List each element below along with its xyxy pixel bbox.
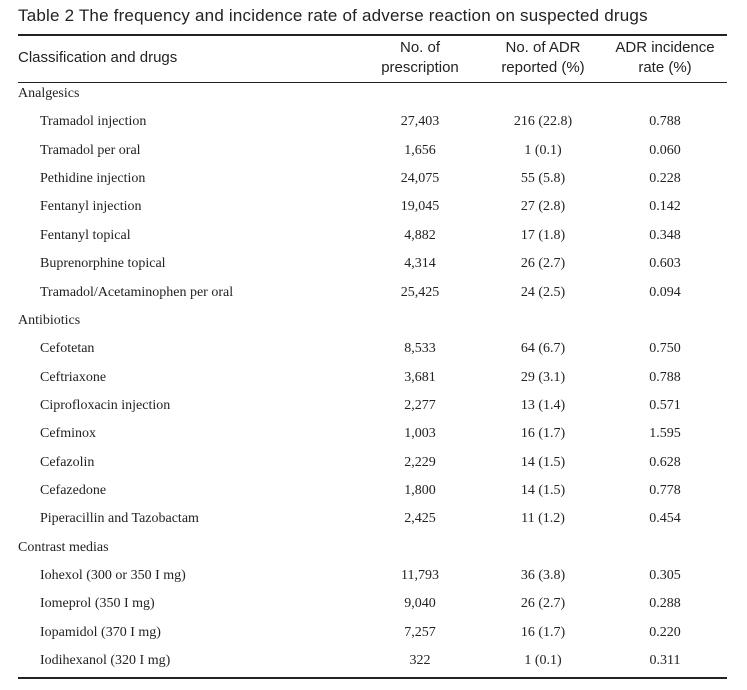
drug-name: Ceftriaxone: [40, 369, 107, 385]
prescription-count: 4,314: [404, 256, 436, 272]
header-adr-line2: reported (%): [501, 59, 585, 76]
prescription-count: 25,425: [400, 284, 440, 300]
prescription-count: 27,403: [400, 114, 440, 130]
prescription-count: 2,277: [404, 397, 436, 413]
table-caption: Table 2 The frequency and incidence rate of adverse reaction on suspected drugs: [18, 6, 648, 25]
adr-count: 1 (0.1): [524, 142, 562, 158]
drug-name: Fentanyl topical: [40, 227, 131, 243]
header-classification: Classification and drugs: [18, 49, 178, 66]
adr-rate: 0.778: [649, 482, 681, 498]
drug-name: Fentanyl injection: [40, 199, 142, 215]
adr-rate: 0.788: [649, 114, 681, 130]
adr-count: 1 (0.1): [524, 653, 562, 668]
prescription-count: 3,681: [404, 369, 436, 385]
drug-name: Iohexol (300 or 350 I mg): [40, 568, 186, 583]
header-prescription-line2: prescription: [381, 59, 459, 76]
prescription-count: 7,257: [404, 624, 436, 640]
drug-name: Buprenorphine topical: [40, 256, 166, 272]
adr-count: 216 (22.8): [513, 114, 573, 130]
drug-name: Ciprofloxacin injection: [40, 397, 171, 413]
adr-count: 17 (1.8): [520, 227, 566, 243]
adr-rate: 0.571: [649, 397, 681, 413]
drug-name: Cefazedone: [40, 482, 107, 498]
adr-rate: 0.348: [649, 227, 681, 243]
prescription-count: 24,075: [400, 171, 440, 187]
adr-rate: 0.220: [649, 624, 681, 640]
adr-count: 26 (2.7): [520, 596, 566, 612]
adr-rate: 0.142: [649, 199, 681, 215]
adr-count: 29 (3.1): [520, 369, 566, 385]
adr-rate: 0.454: [649, 511, 681, 527]
drug-name: Cefazolin: [40, 454, 95, 470]
drug-name: Cefminox: [40, 426, 96, 442]
category-label: Contrast medias: [18, 539, 109, 555]
drug-name: Cefotetan: [40, 341, 95, 357]
adr-rate: 0.628: [649, 454, 681, 470]
prescription-count: 11,793: [401, 568, 439, 583]
prescription-count: 1,656: [404, 142, 436, 158]
adr-count: 14 (1.5): [520, 454, 566, 470]
drug-name: Pethidine injection: [40, 171, 146, 187]
adr-count: 24 (2.5): [520, 284, 566, 300]
prescription-count: 322: [409, 653, 431, 668]
prescription-count: 1,003: [404, 426, 436, 442]
adr-count: 16 (1.7): [520, 426, 566, 442]
prescription-count: 9,040: [404, 596, 436, 612]
category-label: Analgesics: [18, 86, 80, 101]
adr-rate: 0.288: [649, 596, 681, 612]
adr-rate: 0.094: [649, 284, 681, 300]
prescription-count: 19,045: [400, 199, 440, 215]
adr-count: 26 (2.7): [520, 256, 566, 272]
adr-rate: 1.595: [649, 426, 681, 442]
prescription-count: 4,882: [404, 227, 436, 243]
drug-name: Iopamidol (370 I mg): [40, 624, 161, 640]
header-adr-line1: No. of ADR: [505, 39, 581, 56]
adr-rate: 0.788: [649, 369, 681, 385]
prescription-count: 8,533: [404, 341, 436, 357]
adr-count: 11 (1.2): [521, 511, 565, 527]
header-rate-line1: ADR incidence: [615, 39, 715, 56]
drug-name: Tramadol per oral: [40, 142, 141, 158]
table-bottom-rule: [18, 677, 727, 679]
drug-name: Tramadol injection: [40, 114, 147, 130]
adr-rate: 0.228: [649, 171, 681, 187]
drug-name: Piperacillin and Tazobactam: [40, 511, 199, 527]
adr-count: 27 (2.8): [520, 199, 566, 215]
drug-name: Tramadol/Acetaminophen per oral: [40, 284, 234, 300]
category-label: Antibiotics: [18, 312, 81, 328]
adr-count: 13 (1.4): [520, 397, 566, 413]
adr-count: 16 (1.7): [520, 624, 566, 640]
adr-rate: 0.305: [649, 568, 681, 583]
adr-rate: 0.311: [649, 653, 681, 668]
adr-rate: 0.750: [649, 341, 681, 357]
prescription-count: 2,425: [404, 511, 436, 527]
prescription-count: 1,800: [404, 482, 436, 498]
prescription-count: 2,229: [404, 454, 436, 470]
adr-count: 14 (1.5): [520, 482, 566, 498]
drug-name: Iodihexanol (320 I mg): [40, 653, 171, 668]
header-rate-line2: rate (%): [638, 59, 692, 76]
adr-count: 55 (5.8): [520, 171, 566, 187]
adr-count: 36 (3.8): [520, 568, 566, 583]
adr-rate: 0.603: [649, 256, 681, 272]
adr-rate: 0.060: [649, 142, 681, 158]
adr-count: 64 (6.7): [520, 341, 566, 357]
drug-name: Iomeprol (350 I mg): [40, 596, 155, 612]
header-prescription-line1: No. of: [399, 39, 441, 56]
